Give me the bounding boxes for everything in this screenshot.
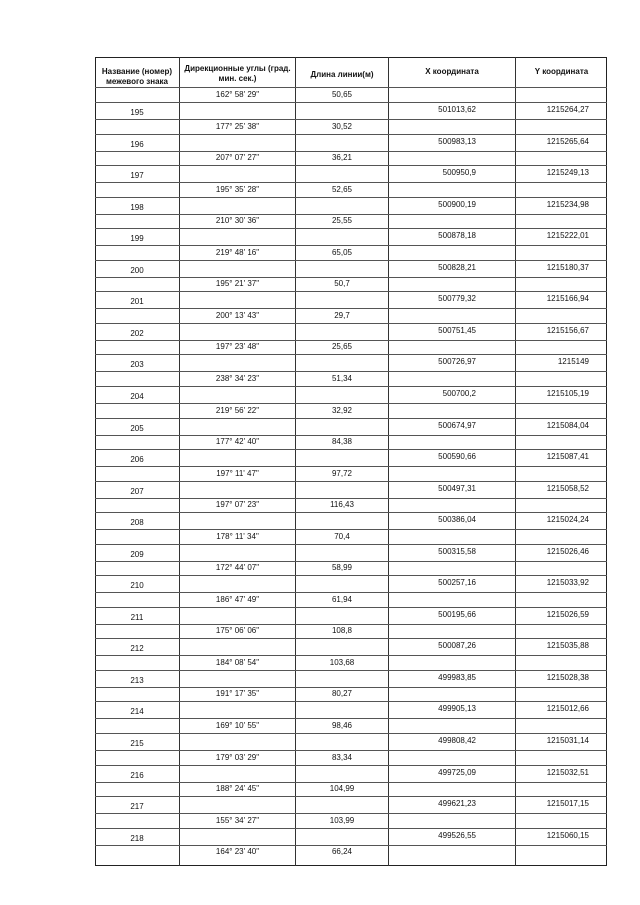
point-x: 500087,26 [438, 641, 476, 651]
point-y: 1215035,88 [546, 641, 589, 651]
point-x: 500700,2 [442, 388, 476, 398]
point-name: 215 [130, 739, 144, 748]
point-y: 1215017,15 [546, 799, 589, 809]
column-divider [295, 57, 296, 866]
point-x: 500779,32 [438, 294, 476, 304]
segment-angle: 197° 07' 23" [215, 500, 260, 510]
segment-angle: 177° 42' 40" [215, 437, 260, 447]
point-x: 500590,66 [438, 452, 476, 462]
point-name: 214 [130, 707, 144, 717]
segment-length: 65,05 [331, 247, 353, 257]
point-x: 501013,62 [438, 105, 476, 114]
row-divider [95, 638, 607, 639]
point-name: 200 [130, 265, 144, 275]
row-divider [95, 624, 607, 625]
segment-length: 80,27 [331, 689, 353, 699]
segment-length: 104,99 [329, 784, 355, 794]
segment-length: 66,24 [331, 847, 353, 857]
point-name: 212 [130, 644, 144, 654]
row-divider [95, 561, 607, 562]
point-name: 211 [130, 612, 144, 622]
row-divider [95, 512, 607, 513]
row-divider [95, 687, 607, 688]
row-divider [95, 308, 607, 309]
column-divider [179, 57, 180, 866]
row-divider [95, 323, 607, 324]
row-divider [95, 718, 607, 719]
row-divider [95, 260, 607, 261]
row-divider [95, 481, 607, 482]
segment-length: 98,46 [331, 721, 353, 730]
segment-angle: 162° 58' 29" [215, 90, 260, 99]
point-y: 1215249,13 [546, 168, 589, 178]
point-x: 500878,18 [438, 231, 476, 241]
row-divider [95, 435, 607, 436]
point-x: 500497,31 [438, 483, 476, 493]
row-divider [95, 466, 607, 467]
segment-length: 25,55 [331, 216, 353, 226]
row-divider [95, 403, 607, 404]
row-divider [95, 119, 607, 120]
point-x: 499526,55 [438, 830, 476, 840]
row-divider [95, 765, 607, 766]
segment-length: 103,99 [329, 815, 355, 825]
segment-length: 30,52 [331, 121, 353, 131]
row-divider [95, 245, 607, 246]
segment-length: 116,43 [330, 500, 354, 510]
row-divider [95, 102, 607, 103]
segment-angle: 155° 34' 27" [215, 815, 260, 825]
segment-angle: 195° 21' 37" [215, 279, 260, 289]
segment-angle: 200° 13' 43" [215, 310, 260, 320]
row-divider [95, 386, 607, 387]
point-name: 213 [130, 675, 144, 685]
row-divider [95, 340, 607, 341]
header-name: Название (номер) межевого знака [101, 67, 173, 86]
point-name: 204 [130, 391, 144, 401]
segment-angle: 184° 08' 54" [215, 657, 260, 667]
segment-angle: 207° 07' 27" [215, 153, 260, 163]
segment-angle: 238° 34' 23" [215, 373, 260, 383]
segment-angle: 197° 23' 48" [215, 342, 260, 352]
point-name: 196 [130, 139, 144, 149]
row-divider [95, 607, 607, 608]
row-divider [95, 813, 607, 814]
segment-length: 83,34 [331, 752, 353, 762]
row-divider [95, 750, 607, 751]
point-y: 1215033,92 [546, 578, 589, 588]
segment-angle: 219° 56' 22" [215, 405, 260, 415]
segment-angle: 210° 30' 36" [215, 216, 260, 226]
row-divider [95, 291, 607, 292]
point-x: 499808,42 [438, 736, 476, 745]
row-divider [95, 165, 607, 166]
row-divider [95, 449, 607, 450]
segment-angle: 172° 44' 07" [215, 563, 260, 573]
segment-length: 32,92 [331, 405, 353, 415]
row-divider [95, 371, 607, 372]
point-y: 1215026,46 [546, 546, 589, 556]
row-divider [95, 151, 607, 152]
row-divider [95, 354, 607, 355]
point-y: 1215265,64 [546, 136, 589, 146]
point-y: 1215060,15 [546, 830, 589, 840]
point-name: 202 [130, 328, 144, 338]
segment-angle: 197° 11' 47" [216, 468, 259, 478]
row-divider [95, 228, 607, 229]
row-divider [95, 670, 607, 671]
row-divider [95, 828, 607, 829]
row-divider [95, 701, 607, 702]
segment-angle: 164° 23' 40" [215, 847, 260, 857]
segment-length: 84,38 [331, 437, 353, 447]
point-name: 203 [130, 360, 144, 370]
point-x: 500983,13 [438, 136, 476, 146]
segment-length: 61,94 [331, 594, 353, 604]
point-x: 500674,97 [438, 420, 476, 430]
row-divider [95, 782, 607, 783]
row-divider [95, 655, 607, 656]
header-angles: Дирекционные углы (град. мин. сек.) [184, 64, 291, 83]
point-x: 500900,19 [438, 199, 476, 209]
segment-angle: 179° 03' 29" [215, 752, 260, 762]
point-y: 1215024,24 [546, 515, 589, 525]
point-y: 1215180,37 [546, 262, 589, 272]
point-name: 217 [130, 802, 144, 812]
segment-length: 97,72 [331, 468, 353, 478]
segment-angle: 175° 06' 06" [215, 626, 260, 636]
point-y: 1215028,38 [546, 672, 589, 682]
row-divider [95, 214, 607, 215]
point-y: 1215222,01 [546, 231, 589, 241]
point-y: 1215026,59 [546, 609, 589, 619]
segment-angle: 177° 25' 38" [215, 121, 260, 131]
point-y: 1215264,27 [546, 105, 589, 114]
point-x: 500315,58 [438, 546, 476, 556]
segment-length: 70,4 [334, 531, 350, 541]
segment-length: 25,65 [331, 342, 353, 352]
point-y: 1215149 [557, 357, 589, 367]
point-y: 1215234,98 [546, 199, 589, 209]
point-x: 499983,85 [438, 672, 476, 682]
row-divider [95, 796, 607, 797]
row-divider [95, 592, 607, 593]
header-length: Длина линии(м) [310, 70, 374, 79]
point-y: 1215166,94 [546, 294, 589, 304]
row-divider [95, 733, 607, 734]
segment-angle: 188° 24' 45" [215, 784, 260, 794]
row-divider [95, 87, 607, 88]
point-name: 210 [130, 581, 144, 591]
segment-angle: 186° 47' 49" [215, 594, 260, 604]
segment-length: 58,99 [331, 563, 353, 573]
point-name: 197 [130, 171, 144, 181]
segment-length: 50,65 [331, 90, 353, 99]
point-name: 218 [130, 833, 144, 843]
point-name: 208 [130, 518, 144, 528]
point-name: 198 [130, 202, 144, 212]
segment-angle: 191° 17' 35" [215, 689, 260, 699]
segment-angle: 195° 35' 28" [215, 184, 260, 194]
row-divider [95, 529, 607, 530]
point-x: 500386,04 [438, 515, 476, 525]
segment-angle: 219° 48' 16" [215, 247, 260, 257]
segment-length: 29,7 [334, 310, 350, 320]
segment-length: 103,68 [329, 657, 355, 667]
point-y: 1215012,66 [546, 704, 589, 714]
point-x: 500751,45 [438, 325, 476, 335]
row-divider [95, 498, 607, 499]
point-x: 499621,23 [438, 799, 476, 809]
segment-length: 52,65 [331, 184, 353, 194]
point-name: 206 [130, 455, 144, 465]
point-x: 499905,13 [438, 704, 476, 714]
row-divider [95, 418, 607, 419]
point-y: 1215105,19 [546, 388, 589, 398]
point-x: 499725,09 [438, 767, 476, 777]
point-x: 500726,97 [438, 357, 476, 367]
point-name: 216 [130, 770, 144, 780]
header-x: Х координата [425, 67, 479, 76]
row-divider [95, 544, 607, 545]
point-y: 1215084,04 [546, 420, 589, 430]
point-y: 1215156,67 [546, 325, 589, 335]
row-divider [95, 197, 607, 198]
point-y: 1215032,51 [546, 767, 589, 777]
point-name: 209 [130, 549, 144, 559]
point-x: 500257,16 [438, 578, 476, 588]
point-name: 199 [130, 234, 144, 244]
point-x: 500195,66 [438, 609, 476, 619]
row-divider [95, 134, 607, 135]
segment-angle: 169° 10' 55" [215, 721, 260, 730]
row-divider [95, 575, 607, 576]
point-y: 1215058,52 [546, 483, 589, 493]
point-x: 500828,21 [438, 262, 476, 272]
header-y: Y координата [534, 67, 589, 76]
row-divider [95, 182, 607, 183]
segment-length: 50,7 [334, 279, 350, 289]
segment-length: 108,8 [331, 626, 353, 636]
segment-length: 36,21 [331, 153, 353, 163]
point-y: 1215087,41 [546, 452, 589, 462]
segment-length: 51,34 [331, 373, 353, 383]
row-divider [95, 277, 607, 278]
point-x: 500950,9 [442, 168, 476, 178]
point-name: 195 [130, 108, 144, 117]
row-divider [95, 845, 607, 846]
point-name: 207 [130, 486, 144, 496]
segment-angle: 178° 11' 34" [216, 531, 259, 541]
point-name: 201 [130, 297, 144, 307]
point-name: 205 [130, 423, 144, 433]
point-y: 1215031,14 [546, 736, 589, 745]
